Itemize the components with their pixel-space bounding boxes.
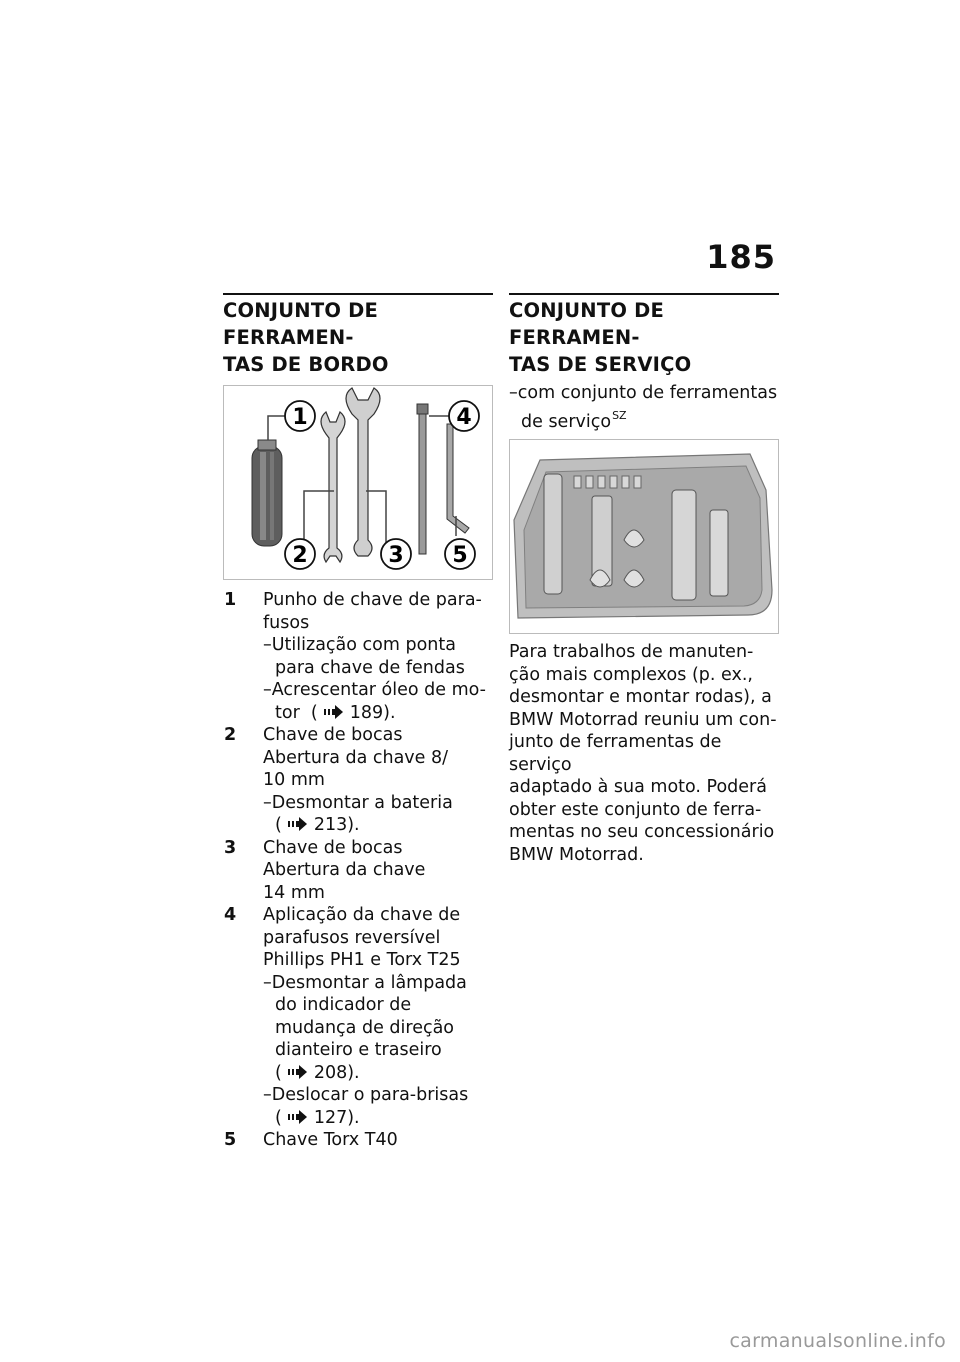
svg-text:1: 1 xyxy=(292,405,308,430)
page-reference[interactable]: 189). xyxy=(349,702,396,723)
section-rule xyxy=(509,293,779,295)
service-kit-paragraph: Para trabalhos de manuten- ção mais complexos (p. ex., desmontar e montar rodas), a BMW Motorrad reuniu um con- junto de ferramentas de serviço adaptado à sua moto. Poderá obter este conjunto de ferra- mentas no seu concessionário BMW Motorrad. xyxy=(509,642,777,865)
tool-item-1: 1 Punho de chave de para- fusos –Utilização com ponta para chave de fendas –Acrescentar óleo de mo- tor ( 189). xyxy=(223,589,493,724)
tool-list xyxy=(223,589,493,1152)
callout-2 xyxy=(285,539,315,569)
right-column xyxy=(509,293,779,866)
toolkit-illustration xyxy=(224,386,492,579)
svg-text:4: 4 xyxy=(456,405,472,430)
tool-item-4: 4 Aplicação da chave de parafusos reversível Phillips PH1 e Torx T25 –Desmontar a lâmpada do indicador de mudança de direção dianteiro e traseiro ( 208). –Deslocar o para-brisas ( 127). xyxy=(223,904,493,1129)
dash-item: –Deslocar o para-brisas ( 127). xyxy=(263,1085,469,1128)
watermark-credit: carmanualsonline.info xyxy=(729,1330,946,1352)
onboard-toolkit-figure xyxy=(223,385,493,580)
option-note: –com conjunto de ferramentas de serviço$^{SZ}$ xyxy=(509,383,778,432)
tool-item-3: 3 Chave de bocas Abertura da chave 14 mm xyxy=(224,837,426,903)
callout-5 xyxy=(445,539,475,569)
svg-text:5: 5 xyxy=(452,543,468,568)
dash-item: –Desmontar a lâmpada do indicador de mudança de direção dianteiro e traseiro ( 208). xyxy=(263,972,467,1083)
service-toolkit-illustration xyxy=(510,440,778,633)
option-code: SZ xyxy=(612,408,627,422)
section-rule xyxy=(223,293,493,295)
callout-3 xyxy=(381,539,411,569)
tool-item-2: 2 Chave de bocas Abertura da chave 8/ 10 mm –Desmontar a bateria ( 213). xyxy=(223,724,493,837)
tool-item-5: 5 Chave Torx T40 xyxy=(224,1130,398,1150)
callout-4 xyxy=(449,401,479,431)
section-heading-onboard-tools: CONJUNTO DE FERRAMEN- TAS DE BORDO xyxy=(223,299,389,376)
dash-item: –Utilização com ponta para chave de fendas xyxy=(263,635,465,678)
page-reference-arrow-icon xyxy=(324,705,344,719)
page-reference[interactable]: 127). xyxy=(313,1107,360,1128)
page-reference-arrow-icon xyxy=(288,1110,308,1124)
page-reference[interactable]: 213). xyxy=(313,815,360,835)
page-reference-arrow-icon xyxy=(288,1065,308,1079)
service-toolkit-figure xyxy=(509,439,779,634)
left-column xyxy=(223,293,493,1152)
dash-item: –Desmontar a bateria ( 213). xyxy=(263,792,453,835)
page-number: 185 xyxy=(706,238,776,276)
svg-text:3: 3 xyxy=(388,543,404,568)
page-reference-arrow-icon xyxy=(288,817,308,831)
section-heading-service-tools: CONJUNTO DE FERRAMEN- TAS DE SERVIÇO xyxy=(509,299,692,376)
dash-item: –Acrescentar óleo de mo- tor ( 189). xyxy=(263,680,486,723)
callout-1 xyxy=(285,401,315,431)
svg-text:2: 2 xyxy=(292,543,308,568)
page-reference[interactable]: 208). xyxy=(313,1062,360,1083)
